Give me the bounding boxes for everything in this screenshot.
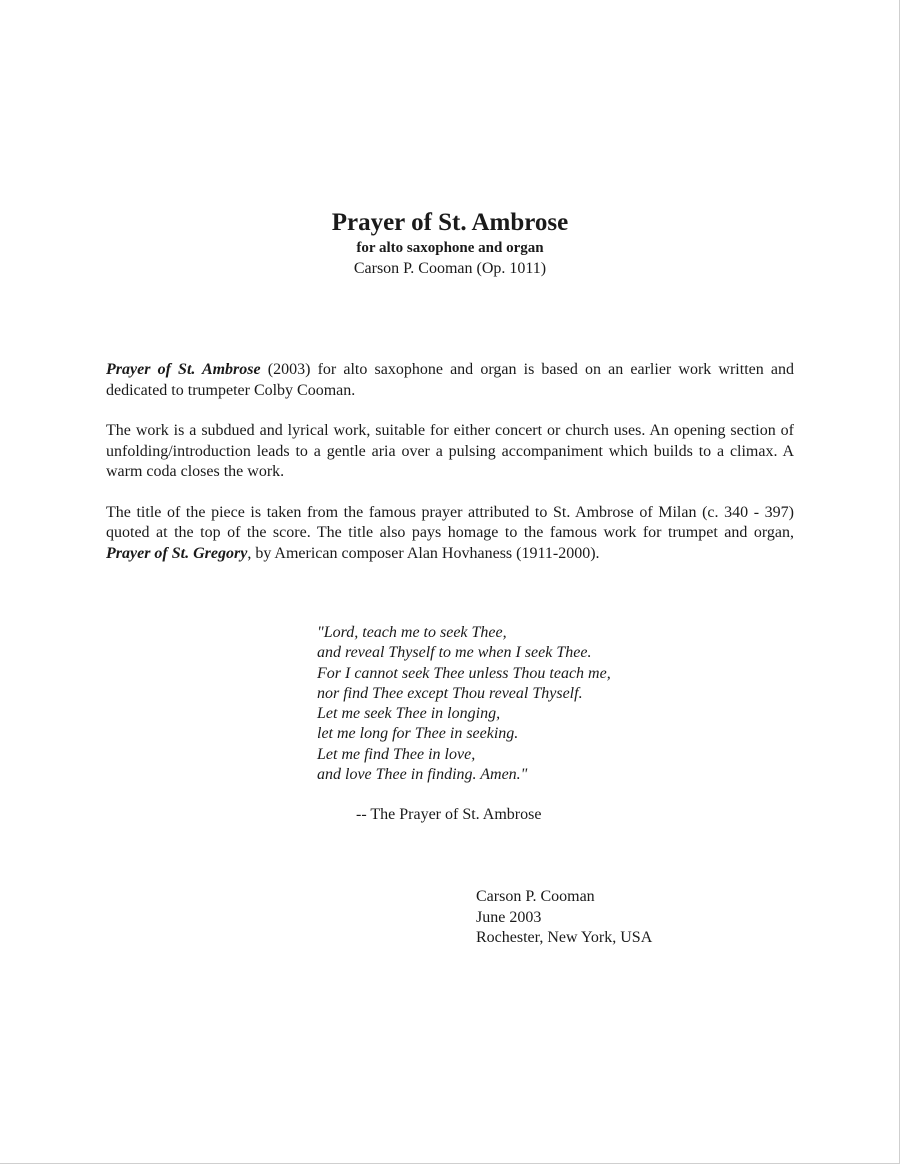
signature-date: June 2003 <box>476 908 542 926</box>
notes-paragraph-1-text: (2003) for alto saxophone and organ is based on an earlier work written and dedicated to trumpeter Colby Cooman. <box>106 361 794 399</box>
signature-name: Carson P. Cooman <box>476 888 595 905</box>
quote-line: and love Thee in finding. Amen." <box>317 766 528 784</box>
quote-line: For I cannot seek Thee unless Thou teach me, <box>317 664 611 682</box>
program-notes <box>106 360 794 584</box>
quote-line: "Lord, teach me to seek Thee, <box>317 624 507 641</box>
quote-line: Let me seek Thee in longing, <box>317 705 501 723</box>
title-block <box>0 207 900 280</box>
signature-place: Rochester, New York, USA <box>476 929 653 946</box>
instrumentation-subtitle: for alto saxophone and organ <box>356 240 544 256</box>
referenced-work-emphasis: Prayer of St. Gregory <box>106 544 248 562</box>
notes-paragraph-2: The work is a subdued and lyrical work, suitable for either concert or church uses. An opening section of unfolding/introduction leads to a gentle aria over a pulsing accompaniment which builds to a climax. A warm coda closes the work. <box>106 422 794 480</box>
quote-attribution: -- The Prayer of St. Ambrose <box>356 806 542 823</box>
quote-line: and reveal Thyself to me when I seek Thee. <box>317 644 592 662</box>
composer-opus: Carson P. Cooman (Op. 1011) <box>353 260 547 277</box>
prayer-quote <box>317 623 611 785</box>
quote-line: nor find Thee except Thou reveal Thyself. <box>317 684 583 702</box>
quote-line: let me long for Thee in seeking. <box>317 725 519 743</box>
notes-paragraph-3-text-before: The title of the piece is taken from the famous prayer attributed to St. Ambrose of Milan (c. 340 - 397) quoted at the top of the score. The title also pays homage to the famous work for trumpet and organ, <box>106 503 794 541</box>
notes-paragraph-3-text-after: , by American composer Alan Hovhaness (1911-2000). <box>247 544 600 562</box>
quote-line: Let me find Thee in love, <box>317 745 476 763</box>
work-title-emphasis: Prayer of St. Ambrose <box>106 361 261 378</box>
notes-paragraph-1 <box>106 360 794 401</box>
notes-paragraph-3 <box>106 503 794 565</box>
signature-block <box>476 887 652 949</box>
page-title: Prayer of St. Ambrose <box>331 209 569 236</box>
